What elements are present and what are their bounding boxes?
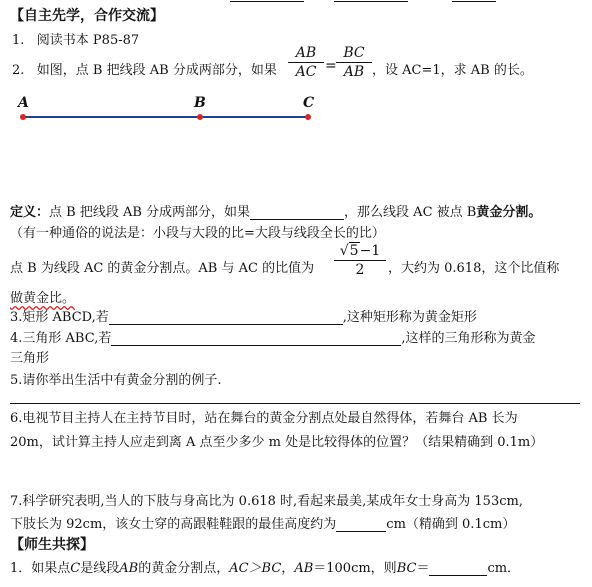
sqrt-sign: √ <box>339 243 349 259</box>
equals-sign: = <box>325 58 337 74</box>
q8-point-c: C <box>70 561 81 576</box>
q8-mid1: 是线段 <box>80 561 120 576</box>
q8-condition-2-tail: ＝100cm，则 <box>313 561 397 576</box>
question-1: 1. 阅读书本 P85-87 <box>12 33 140 48</box>
question-3-suffix: ,这种矩形称为黄金矩形 <box>342 310 477 325</box>
q8-segment-ab: AB <box>119 561 139 576</box>
question-3 <box>10 306 477 325</box>
top-blank-3 <box>452 1 496 2</box>
q8-suffix: cm． <box>487 561 521 576</box>
definition-text-1: 点 B 把线段 AB 分成两部分，如果 <box>49 205 251 220</box>
definition-note: （有一种通俗的说法是：小段与大段的比=大段与线段全长的比） <box>10 226 385 241</box>
question-3-prefix: 3.矩形 ABCD,若 <box>10 310 109 325</box>
question-4 <box>10 327 535 346</box>
question-4-blank <box>111 331 401 346</box>
answer-line <box>10 403 580 404</box>
question-7-blank <box>336 517 386 532</box>
question-6-line-2: 20m，试计算主持人应走到离 A 点至少多少 m 处是比较得体的位置？（结果精确到 0.1m） <box>10 435 544 450</box>
point-c <box>305 114 311 120</box>
q8-condition-2: AB <box>294 561 314 576</box>
golden-section-term: 黄金分割。 <box>476 205 542 220</box>
q8-separator: ， <box>281 561 295 576</box>
fraction-numerator <box>334 242 386 260</box>
golden-ratio-text-2-span: ，大约为 0.618，这个比值称 <box>388 261 560 276</box>
fraction-denominator: AC <box>295 64 317 80</box>
question-6-line-1: 6.电视节目主持人在主持节目时，站在舞台的黄金分割点处最自然得体，若舞台 AB 长为 <box>10 411 518 426</box>
q8-blank <box>429 561 487 576</box>
fraction-denominator: AB <box>343 64 365 80</box>
fraction-ab-over-ac <box>288 44 324 81</box>
definition-label: 定义： <box>10 205 50 220</box>
question-3-blank <box>109 310 343 325</box>
golden-ratio-fraction <box>334 242 386 279</box>
question-7-line-2 <box>10 513 515 532</box>
question-2-prefix: 2. 如图，点 B 把线段 AB 分成两部分，如果 <box>12 63 277 78</box>
q8-mid2: 的黄金分割点， <box>138 561 230 576</box>
segment-ac-line <box>23 116 310 118</box>
label-c: C <box>303 95 315 111</box>
q8-equals: ＝ <box>416 561 430 576</box>
sqrt-radicand: 5 <box>349 243 359 259</box>
definition-blank <box>250 205 344 220</box>
section-heading-teacher-student: 【师生共探】 <box>10 537 94 553</box>
golden-ratio-text-3: 做黄金比。 <box>10 291 76 306</box>
definition-line <box>10 201 541 220</box>
fraction-bc-over-ab <box>336 44 372 81</box>
point-a <box>20 114 26 120</box>
definition-text-2: ，那么线段 AC 被点 B <box>344 205 477 220</box>
question-4-suffix: ,这样的三角形称为黄金 <box>401 331 536 346</box>
golden-ratio-text-1: 点 B 为线段 AC 的黄金分割点。AB 与 AC 的比值为 <box>10 261 315 276</box>
question-4-prefix: 4.三角形 ABC,若 <box>10 331 112 346</box>
question-4-line-2: 三角形 <box>10 351 50 366</box>
fraction-numerator: AB <box>295 45 317 61</box>
q8-segment-bc: BC <box>396 561 417 576</box>
question-5: 5.请你举出生活中有黄金分割的例子. <box>10 373 222 388</box>
question-7-line-2-suffix: cm（精确到 0.1cm） <box>386 517 516 532</box>
section-heading-self-study: 【自主先学，合作交流】 <box>10 8 164 24</box>
numerator-tail: −1 <box>359 243 381 259</box>
question-2-suffix: ，设 AC=1，求 AB 的长。 <box>372 63 533 78</box>
question-7-line-1: 7.科学研究表明,当人的下肢与身高比为 0.618 时,看起来最美,某成年女士身高为 153cm, <box>10 494 523 509</box>
label-a: A <box>18 95 29 111</box>
label-b: B <box>194 95 206 111</box>
q8-condition-1: AC＞BC <box>229 561 282 576</box>
exploration-question-1 <box>10 557 520 576</box>
golden-ratio-text-2 <box>388 257 559 276</box>
fraction-denominator: 2 <box>355 262 365 278</box>
top-blank-1 <box>230 1 304 2</box>
question-7-line-2-prefix: 下肢长为 92cm，该女士穿的高跟鞋鞋跟的最佳高度约为 <box>10 517 337 532</box>
point-b <box>197 114 203 120</box>
q8-prefix: 1．如果点 <box>10 561 71 576</box>
fraction-numerator: BC <box>343 45 365 61</box>
top-blank-2 <box>334 1 408 2</box>
